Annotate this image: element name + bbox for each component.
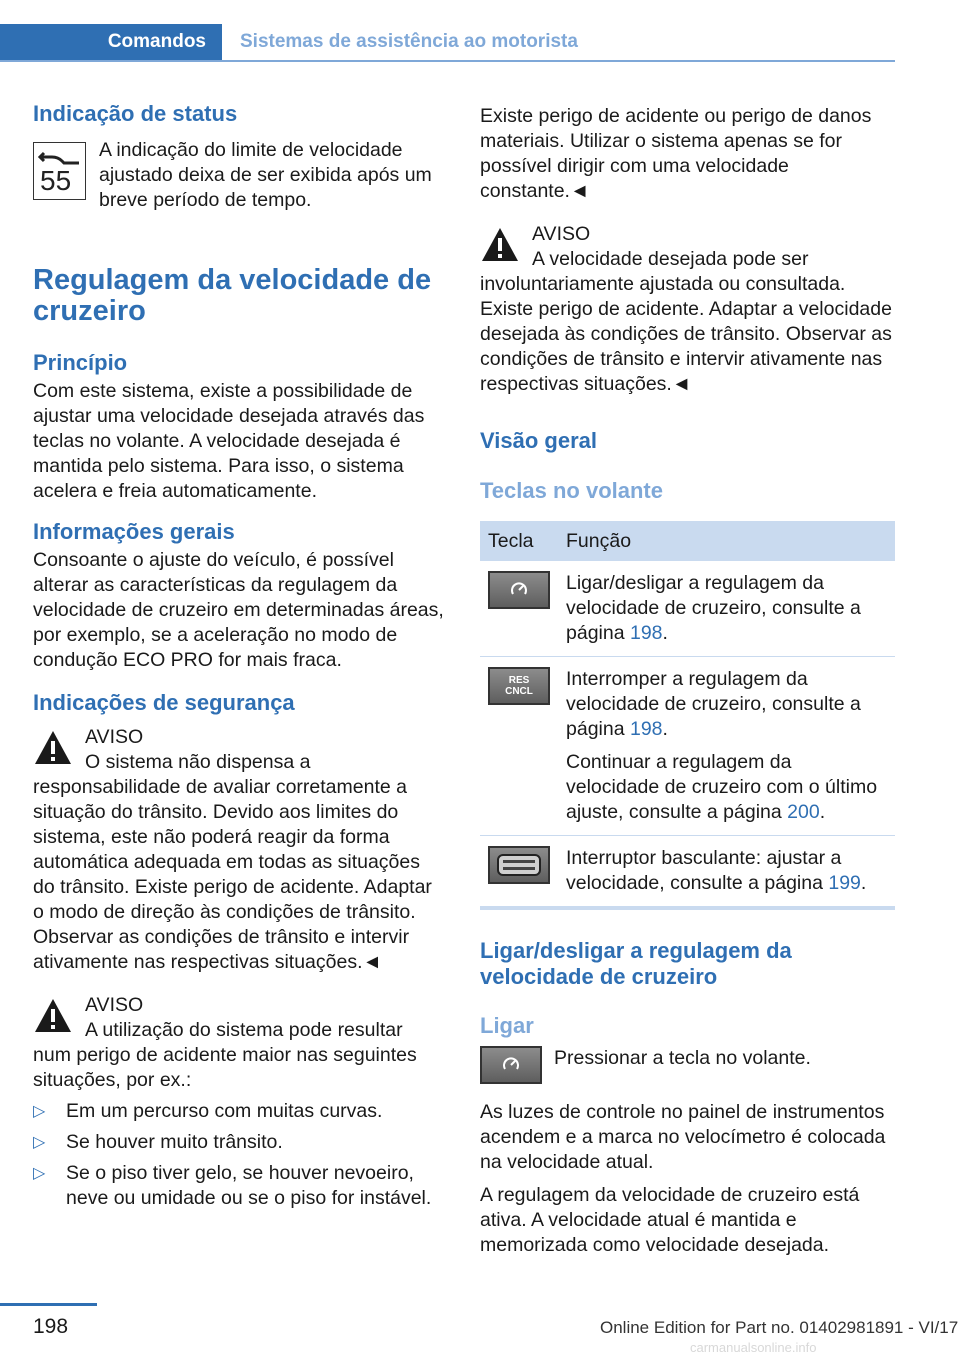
cruise-control-button-icon xyxy=(480,1046,542,1084)
main-heading: Regulagem da velocidade de cruzeiro xyxy=(33,264,432,327)
paragraph-1: As luzes de controle no painel de instrumentos acendem e a marca no velocímetro é colocada na velocidade atual. xyxy=(480,1101,886,1173)
col-function-header: Função xyxy=(558,521,895,561)
warning-1-text: O sistema não dispensa a responsabilidade de avaliar corretamente a situação do trânsito. Devido aos limites do sistema, este não poderá reagir da forma automática adequada em todas as situações do trânsito. Existe perigo de acidente. Adaptar o modo de direção às condições de trânsito. Observar as condições de trânsito e intervir ativamente nas respectivas situações.◄ xyxy=(33,751,432,973)
cruise-control-button-icon xyxy=(488,571,550,609)
status-text: A indicação do limite de velocidade ajustado deixa de ser exibida após um breve período de tempo. xyxy=(99,139,432,211)
header-divider xyxy=(0,60,895,62)
page-link[interactable]: 199 xyxy=(828,872,861,894)
status-heading: Indicação de status xyxy=(33,101,238,126)
status-indication xyxy=(33,138,445,213)
table-row xyxy=(480,657,895,836)
keys-heading: Teclas no volante xyxy=(480,478,663,503)
warning-block-1 xyxy=(33,725,445,975)
overview-heading: Visão geral xyxy=(480,428,597,453)
row-extra-text: Continuar a regulagem da velocidade de cruzeiro com o último ajuste, consulte a página xyxy=(566,751,878,823)
warning-icon xyxy=(33,996,73,1036)
bullet-text: Se o piso tiver gelo, se houver nevoeiro, neve ou umidade ou se o piso for instável. xyxy=(66,1162,432,1209)
on-heading: Ligar xyxy=(480,1013,534,1038)
left-column xyxy=(33,100,445,1211)
page-link[interactable]: 200 xyxy=(787,801,820,823)
onoff-heading: Ligar/desligar a regulagem da velocidade de cruzeiro xyxy=(480,938,792,989)
paragraph-2: A regulagem da velocidade de cruzeiro está ativa. A velocidade atual é mantida e memorizada como velocidade desejada. xyxy=(480,1184,860,1256)
tab-section[interactable]: Sistemas de assistência ao motorista xyxy=(240,31,578,52)
row-suffix: . xyxy=(860,872,867,894)
row-function-text: Ligar/desligar a regulagem da velocidade de cruzeiro, consulte a página xyxy=(566,572,861,644)
right-column xyxy=(480,104,895,1258)
page-number: 198 xyxy=(33,1315,69,1338)
row-function-text: Interruptor basculante: ajustar a velocidade, consulte a página xyxy=(566,847,842,894)
on-instruction xyxy=(480,1046,895,1084)
watermark: carmanualsonline.info xyxy=(690,1340,817,1355)
warning-icon xyxy=(480,225,520,265)
intro-text: Existe perigo de acidente ou perigo de danos materiais. Utilizar o sistema apenas se for possível dirigir com uma velocidade constante.◄ xyxy=(480,105,872,202)
warning-3-text: A velocidade desejada pode ser involuntariamente ajustada ou consultada. Existe perigo de acidente. Adaptar a velocidade desejada às condições de trânsito. Observar as condições de trânsito e intervir ativamente nas respectivas situações.◄ xyxy=(480,248,892,395)
res-cncl-button-icon: RES CNCL xyxy=(488,667,550,705)
general-heading: Informações gerais xyxy=(33,519,235,544)
speed-limit-value: 55 xyxy=(40,165,72,196)
principle-heading: Princípio xyxy=(33,350,128,375)
footer-divider xyxy=(0,1303,97,1306)
warning-block-3 xyxy=(480,222,895,397)
edition-text: Online Edition for Part no. 01402981891 - VI/17 xyxy=(600,1318,959,1337)
row-suffix: . xyxy=(819,801,826,823)
bullet-text: Se houver muito trânsito. xyxy=(66,1131,283,1153)
warning-1-title: AVISO xyxy=(85,726,144,748)
row-suffix: . xyxy=(662,718,668,740)
list-item xyxy=(33,1161,445,1211)
warning-2-text: A utilização do sistema pode resultar num perigo de acidente maior nas seguintes situações, por ex.: xyxy=(33,1019,417,1091)
principle-text: Com este sistema, existe a possibilidade de ajustar uma velocidade desejada através das teclas no volante. A velocidade desejada é mantida pelo sistema. Para isso, o sistema acelera e freia automaticamente. xyxy=(33,380,425,502)
rocker-switch-icon xyxy=(488,846,550,884)
general-text: Consoante o ajuste do veículo, é possível alterar as características da regulagem da velocidade de cruzeiro em determinadas áreas, por exemplo, se a aceleração no modo de condução ECO PRO for mais fraca. xyxy=(33,549,444,671)
list-item xyxy=(33,1130,445,1155)
warning-icon xyxy=(33,728,73,768)
triangle-bullet-icon: ▷ xyxy=(33,1165,46,1182)
table-row xyxy=(480,836,895,909)
bullet-text: Em um percurso com muitas curvas. xyxy=(66,1100,383,1122)
warning-2-title: AVISO xyxy=(85,994,144,1016)
warning-block-2 xyxy=(33,993,445,1093)
page-header xyxy=(0,24,895,62)
speed-limit-icon xyxy=(33,142,86,200)
row-function-text: Interromper a regulagem da velocidade de cruzeiro, consulte a página xyxy=(566,668,861,740)
warning-3-title: AVISO xyxy=(532,223,591,245)
triangle-bullet-icon: ▷ xyxy=(33,1134,46,1151)
safety-heading: Indicações de segurança xyxy=(33,690,295,715)
page-link[interactable]: 198 xyxy=(629,718,663,740)
on-text: Pressionar a tecla no volante. xyxy=(554,1047,811,1069)
tab-comandos[interactable]: Comandos xyxy=(0,24,222,60)
row-suffix: . xyxy=(662,622,668,644)
col-key-header: Tecla xyxy=(480,521,558,561)
bullet-list xyxy=(33,1099,445,1211)
keys-table xyxy=(480,521,895,910)
triangle-bullet-icon: ▷ xyxy=(33,1103,46,1120)
table-header-row xyxy=(480,521,895,561)
table-row xyxy=(480,561,895,657)
list-item xyxy=(33,1099,445,1124)
page-link[interactable]: 198 xyxy=(629,622,663,644)
